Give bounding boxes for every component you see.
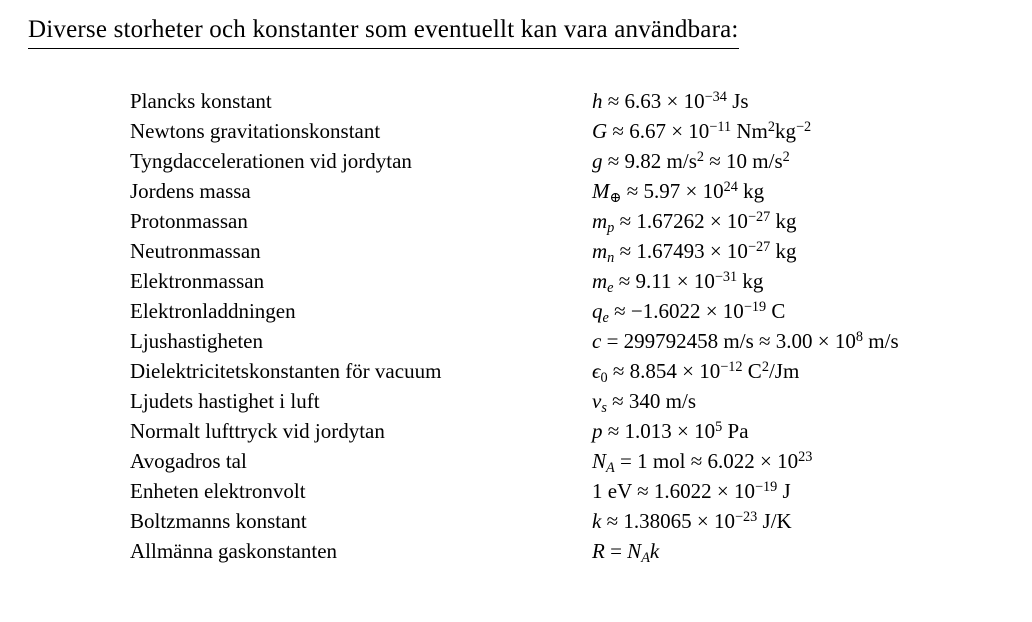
constant-value: $h \approx 6.63 \times 10^{-34}$ Js	[592, 88, 749, 113]
constant-label: Normalt lufttryck vid jordytan	[130, 419, 385, 443]
constant-row	[130, 146, 899, 176]
constant-value: 1 eV ≈ $1.6022 \times 10^{-19}$ J	[592, 478, 791, 503]
constant-label: Elektronladdningen	[130, 299, 296, 323]
constant-label: Neutronmassan	[130, 239, 261, 263]
constant-row	[130, 536, 899, 566]
constant-label: Ljushastigheten	[130, 329, 263, 353]
constant-label: Allmänna gaskonstanten	[130, 539, 338, 563]
constant-row	[130, 206, 899, 236]
constant-label: Plancks konstant	[130, 89, 272, 113]
constant-value: $M_\oplus \approx 5.97 \times 10^{24}$ kg	[592, 178, 765, 206]
constant-label: Boltzmanns konstant	[130, 509, 307, 533]
constant-label: Jordens massa	[130, 179, 251, 203]
constant-row	[130, 386, 899, 416]
constant-label: Ljudets hastighet i luft	[130, 389, 320, 413]
constant-value: g ≈ 9.82 $m/s^2 \approx 10$ $m/s^2$	[592, 148, 790, 173]
constant-row	[130, 416, 899, 446]
constant-label: Protonmassan	[130, 209, 248, 233]
constant-value: $q_e \approx -1.6022 \times 10^{-19}$ C	[592, 298, 786, 326]
constant-value: $m_p \approx 1.67262 \times 10^{-27}$ kg	[592, 208, 797, 236]
constant-label: Newtons gravitationskonstant	[130, 119, 381, 143]
constant-value: $\epsilon_0 \approx 8.854 \times 10^{-12}$ $C^2/Jm$	[592, 358, 800, 386]
page-title: Diverse storheter och konstanter som eventuellt kan vara användbara:	[28, 16, 739, 49]
constant-value: $G \approx 6.67 \times 10^{-11}$ $Nm^2kg^{-2}$	[592, 118, 812, 143]
constant-label: Avogadros tal	[130, 449, 247, 473]
constant-row	[130, 266, 899, 296]
constant-row	[130, 116, 899, 146]
constant-row	[130, 176, 899, 206]
constant-value: $N_A = 1$ mol ≈ $6.022 \times 10^{23}$	[592, 448, 813, 476]
constant-row	[130, 446, 899, 476]
constant-row	[130, 296, 899, 326]
constant-value: $k \approx 1.38065 \times 10^{-23}$ J/K	[592, 508, 792, 533]
constant-value: $p \approx 1.013 \times 10^5$ Pa	[592, 418, 749, 443]
constant-row	[130, 356, 899, 386]
constant-label: Tyngdaccelerationen vid jordytan	[130, 149, 412, 173]
constant-row	[130, 86, 899, 116]
constant-label: Dielektricitetskonstanten för vacuum	[130, 359, 442, 383]
constants-list	[130, 86, 899, 566]
constant-row	[130, 236, 899, 266]
constant-value: $m_n \approx 1.67493 \times 10^{-27}$ kg	[592, 238, 797, 266]
constant-row	[130, 326, 899, 356]
constant-row	[130, 476, 899, 506]
constant-value: c = 299792458 $m/s \approx 3.00 \times 10^8$ m/s	[592, 328, 899, 353]
constant-label: Elektronmassan	[130, 269, 265, 293]
constant-label: Enheten elektronvolt	[130, 479, 306, 503]
constant-row	[130, 506, 899, 536]
constant-value: $v_s \approx 340$ m/s	[592, 389, 697, 416]
constant-value: $R = N_Ak$	[592, 539, 660, 566]
constant-value: $m_e \approx 9.11 \times 10^{-31}$ kg	[592, 268, 764, 296]
